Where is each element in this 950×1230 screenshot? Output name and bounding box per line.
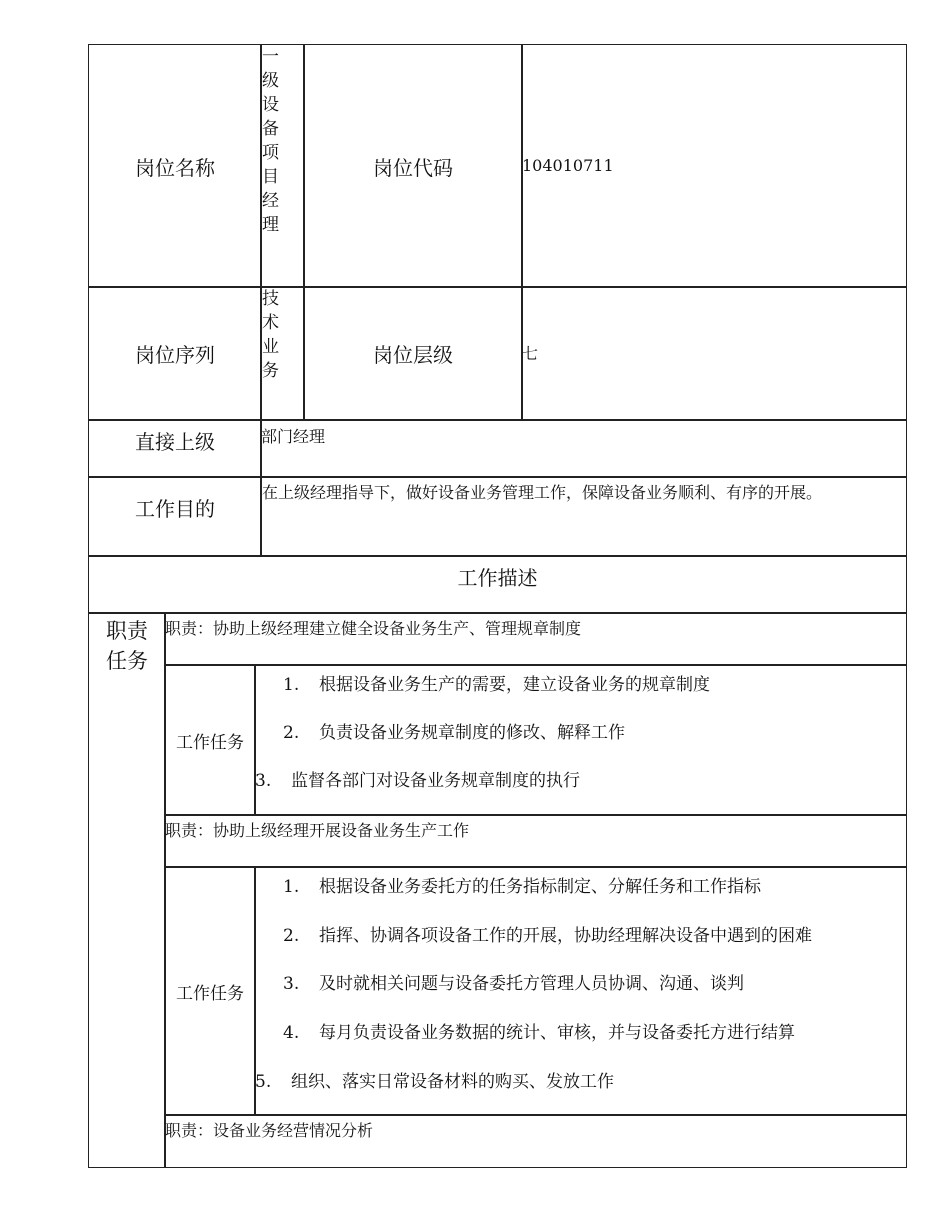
task-text: 组织、落实日常设备材料的购买、发放工作	[291, 1072, 614, 1092]
post-seq-label: 岗位序列	[88, 286, 262, 421]
post-name-value-cell	[260, 44, 305, 288]
task-text: 负责设备业务规章制度的修改、解释工作	[319, 723, 625, 743]
duty-1-task-list	[254, 664, 907, 816]
post-code-text: 104010711	[522, 156, 614, 175]
duty-2-task-label	[164, 866, 256, 1116]
task-item	[283, 1018, 795, 1043]
purpose-value	[260, 476, 907, 557]
section-title	[88, 555, 907, 614]
task-item	[283, 718, 625, 743]
superior-value	[260, 419, 907, 478]
post-name-label: 岗位名称	[88, 44, 262, 288]
task-number: 1.	[283, 675, 300, 695]
task-text: 及时就相关问题与设备委托方管理人员协调、沟通、谈判	[319, 974, 744, 994]
task-number: 5.	[255, 1072, 272, 1092]
purpose-label-text: 工作目的	[135, 497, 215, 521]
duty-1-title-text: 职责：协助上级经理建立健全设备业务生产、管理规章制度	[165, 619, 582, 638]
post-level-label: 岗位层级	[303, 286, 523, 421]
post-seq-value-cell	[260, 286, 305, 421]
task-number: 3.	[255, 771, 272, 791]
superior-label-text: 直接上级	[135, 430, 215, 454]
task-text: 指挥、协调各项设备工作的开展，协助经理解决设备中遇到的困难	[319, 926, 812, 946]
task-number: 2.	[283, 926, 300, 946]
task-item	[283, 872, 761, 897]
task-number: 2.	[283, 723, 300, 743]
task-item	[283, 921, 812, 946]
post-level-value	[521, 286, 907, 421]
task-number: 1.	[283, 877, 300, 897]
duty-2-title-text: 职责：协助上级经理开展设备业务生产工作	[165, 821, 470, 840]
post-code-label: 岗位代码	[303, 44, 523, 288]
duty-column-label: 职责任务	[106, 619, 148, 673]
task-text: 根据设备业务委托方的任务指标制定、分解任务和工作指标	[319, 877, 761, 897]
duty-1-task-label-text: 工作任务	[176, 732, 244, 753]
task-text: 监督各部门对设备业务规章制度的执行	[291, 771, 580, 791]
task-text: 每月负责设备业务数据的统计、审核，并与设备委托方进行结算	[319, 1023, 795, 1043]
duty-1-task-label	[164, 664, 256, 816]
superior-value-text: 部门经理	[261, 427, 326, 446]
task-item	[255, 1067, 614, 1092]
post-name-value: 一级设备项目经理	[262, 47, 279, 235]
task-item	[255, 766, 580, 791]
duty-3-title	[164, 1114, 907, 1168]
task-number: 4.	[283, 1023, 300, 1043]
purpose-value-text: 在上级经理指导下，做好设备业务管理工作，保障设备业务顺利、有序的开展。	[262, 483, 823, 502]
duty-2-task-label-text: 工作任务	[176, 983, 244, 1004]
duty-1-title	[164, 612, 907, 666]
post-code-value	[521, 44, 907, 288]
task-item	[283, 670, 710, 695]
superior-label	[88, 419, 262, 478]
duty-3-title-text: 职责：设备业务经营情况分析	[165, 1121, 374, 1140]
purpose-label	[88, 476, 262, 557]
duty-2-task-list	[254, 866, 907, 1116]
duty-column	[88, 612, 166, 1168]
section-title-text: 工作描述	[457, 566, 538, 590]
post-seq-value: 技术业务	[262, 289, 279, 381]
task-item	[283, 969, 744, 994]
duty-2-title	[164, 814, 907, 868]
task-number: 3.	[283, 974, 300, 994]
task-text: 根据设备业务生产的需要，建立设备业务的规章制度	[319, 675, 710, 695]
post-level-text: 七	[522, 343, 539, 363]
